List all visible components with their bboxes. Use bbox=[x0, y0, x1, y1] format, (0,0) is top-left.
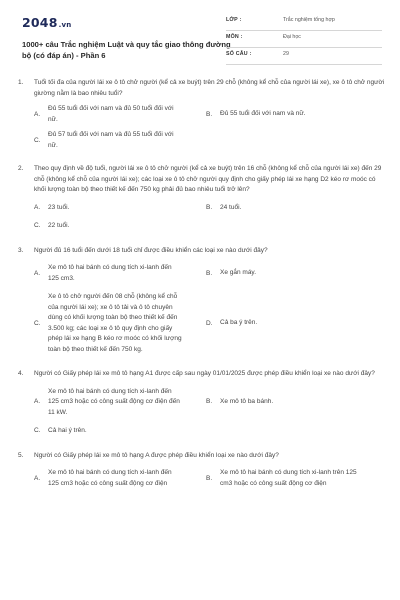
option-text: Xe mô tô hai bánh có dung tích xi-lanh đến 125 cm3. bbox=[48, 264, 172, 282]
option-letter: C. bbox=[34, 319, 41, 327]
option-text: Đủ 55 tuổi đối với nam và đủ 50 tuổi đối với nữ. bbox=[48, 105, 174, 123]
option-text: Đủ 57 tuổi đối với nam và đủ 55 tuổi đối với nữ. bbox=[48, 131, 174, 149]
option-letter: C. bbox=[34, 222, 41, 229]
answer-option-c[interactable] bbox=[34, 221, 194, 232]
question-1 bbox=[18, 78, 386, 151]
meta-value: Đại học bbox=[283, 34, 301, 40]
question-number: 3. bbox=[18, 246, 24, 254]
question-text bbox=[18, 78, 386, 99]
question-text bbox=[18, 369, 386, 380]
option-letter: B. bbox=[206, 398, 213, 405]
option-letter: C. bbox=[34, 136, 41, 144]
answer-option-c[interactable] bbox=[34, 130, 194, 151]
question-body: Tuổi tối đa của người lái xe ô tô chở người (kể cả xe buýt) trên 29 chỗ (không kể chỗ của người lái xe), xe ô tô chở người giường nằm là bao nhiêu tuổi? bbox=[34, 79, 385, 97]
site-logo[interactable] bbox=[22, 15, 71, 30]
question-number: 1. bbox=[18, 79, 24, 86]
option-text: 24 tuổi. bbox=[220, 203, 242, 211]
question-4 bbox=[18, 369, 386, 437]
answer-option-b[interactable] bbox=[206, 468, 378, 489]
question-text bbox=[18, 451, 386, 462]
question-3 bbox=[18, 246, 386, 356]
option-letter: A. bbox=[34, 203, 41, 211]
option-letter: A. bbox=[34, 398, 41, 405]
option-letter: B. bbox=[206, 110, 213, 118]
meta-row-count bbox=[226, 48, 382, 65]
answer-option-c[interactable] bbox=[34, 292, 194, 355]
question-5 bbox=[18, 451, 386, 490]
meta-value: Trắc nghiệm tổng hợp bbox=[283, 17, 335, 23]
option-text: Xe ô tô chở người đến 08 chỗ (không kể chỗ của người lái xe); xe ô tô tải và ô tô chuyên dùng có khối lượng toàn bộ theo thiết kế đến 3.500 kg; các loại xe ô tô quy định cho giấy phép lái xe hạng B kéo rơ moóc có khối lượng toàn bộ theo thiết kế đến 750 kg. bbox=[48, 293, 182, 353]
option-text: Xe mô tô hai bánh có dung tích xi-lanh đến 125 cm3 hoặc có công suất động cơ điện bbox=[48, 469, 172, 487]
option-text: Xe gắn máy. bbox=[220, 269, 257, 277]
logo-main: 2048 bbox=[22, 15, 58, 30]
answer-option-b[interactable] bbox=[206, 263, 378, 284]
answer-option-b[interactable] bbox=[206, 203, 378, 214]
meta-key: MÔN : bbox=[226, 34, 243, 40]
answer-options bbox=[34, 387, 386, 437]
option-text: Cả ba ý trên. bbox=[220, 319, 258, 327]
option-letter: A. bbox=[34, 110, 41, 118]
answer-option-a[interactable] bbox=[34, 387, 194, 419]
question-text bbox=[18, 246, 386, 257]
answer-option-a[interactable] bbox=[34, 104, 194, 125]
question-list bbox=[18, 78, 386, 503]
answer-option-a[interactable] bbox=[34, 263, 194, 284]
question-number: 2. bbox=[18, 165, 24, 172]
question-number: 4. bbox=[18, 370, 24, 377]
answer-option-a[interactable] bbox=[34, 203, 194, 214]
question-body: Người có Giấy phép lái xe mô tô hạng A được phép điều khiển loại xe nào dưới đây? bbox=[34, 451, 279, 459]
option-text: Xe mô tô hai bánh có dung tích xi-lanh đến 125 cm3 hoặc có công suất động cơ điện đến 11 kW. bbox=[48, 387, 180, 416]
answer-option-d[interactable] bbox=[206, 292, 378, 355]
option-text: Xe mô tô hai bánh có dung tích xi-lanh trên 125 cm3 hoặc có công suất động cơ điện bbox=[220, 469, 357, 487]
option-text: 23 tuổi. bbox=[48, 203, 70, 211]
meta-key: SỐ CÂU : bbox=[226, 51, 252, 57]
question-number: 5. bbox=[18, 451, 24, 459]
option-text: 22 tuổi. bbox=[48, 222, 70, 229]
option-letter: A. bbox=[34, 474, 41, 482]
option-letter: B. bbox=[206, 203, 213, 211]
answer-options bbox=[34, 468, 386, 489]
question-body: Theo quy định về độ tuổi, người lái xe ô tô chở người (kể cả xe buýt) trên 16 chỗ (không kể chỗ của người lái xe) đến 29 chỗ (không kể chỗ của người lái xe); các loại xe ô tô chở người quy định cho giấy phép lái xe hạng D2 kéo rơ moóc có khối lượng toàn bộ theo thiết kế đến 750 kg phải đủ bao nhiêu tuổi trở lên? bbox=[34, 165, 382, 193]
answer-option-b[interactable] bbox=[206, 387, 378, 419]
meta-table bbox=[226, 14, 382, 65]
option-letter: B. bbox=[206, 474, 213, 482]
answer-options bbox=[34, 203, 386, 232]
option-text: Xe mô tô ba bánh. bbox=[220, 398, 274, 405]
question-body: Người đủ 16 tuổi đến dưới 18 tuổi chỉ được điều khiển các loại xe nào dưới đây? bbox=[34, 246, 268, 254]
option-text: Cả hai ý trên. bbox=[48, 427, 87, 434]
question-text bbox=[18, 164, 386, 196]
answer-option-c[interactable] bbox=[34, 426, 194, 437]
option-letter: C. bbox=[34, 427, 41, 434]
answer-options bbox=[34, 104, 386, 151]
option-letter: D. bbox=[206, 319, 213, 327]
answer-options bbox=[34, 263, 386, 355]
question-2 bbox=[18, 164, 386, 232]
answer-option-a[interactable] bbox=[34, 468, 194, 489]
answer-option-b[interactable] bbox=[206, 104, 378, 125]
meta-row-class bbox=[226, 14, 382, 31]
document-title: 1000+ câu Trắc nghiệm Luật và quy tắc giao thông đường bộ (có đáp án) - Phần 6 bbox=[22, 40, 231, 60]
option-letter: B. bbox=[206, 269, 213, 277]
option-letter: A. bbox=[34, 269, 41, 277]
meta-key: LỚP : bbox=[226, 17, 242, 23]
question-body: Người có Giấy phép lái xe mô tô hạng A1 được cấp sau ngày 01/01/2025 được phép điều khiển loại xe nào dưới đây? bbox=[34, 370, 375, 377]
option-text: Đủ 55 tuổi đối với nam và nữ. bbox=[220, 110, 306, 118]
logo-tld: .vn bbox=[58, 21, 72, 29]
meta-value: 29 bbox=[283, 51, 289, 57]
meta-row-subject bbox=[226, 31, 382, 48]
